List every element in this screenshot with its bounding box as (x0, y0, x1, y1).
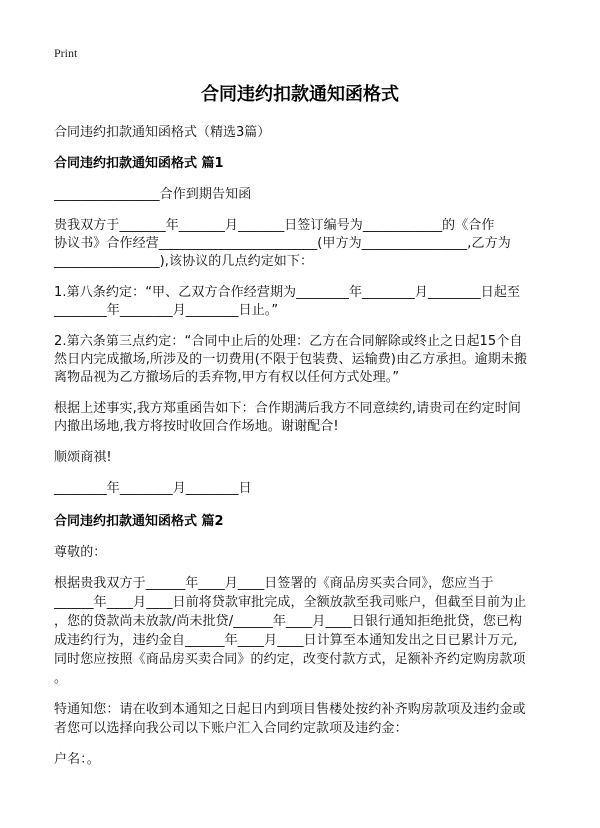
closing-line: 顺颂商祺! (54, 450, 112, 465)
paragraph-line: ________年________月________日止。” (54, 303, 279, 318)
paragraph-line: 1.第八条约定：“甲、乙双方合作经营期为________年________月________日起至 (54, 285, 521, 300)
salutation-line: 尊敬的： (54, 545, 107, 560)
document-title: 合同违约扣款通知函格式 (201, 84, 399, 105)
account-name-line: 户名：。 (54, 752, 100, 767)
paragraph-line: 同时您应按照《商品房买卖合同》的约定，改变付款方式，足额补齐约定购房款项 (54, 652, 526, 667)
paragraph-line: 根据贵我双方于______年____月____日签署的《商品房买卖合同》，您应当于 (54, 576, 494, 591)
paragraph-line: 贵我双方于_______年_______月_______日签订编号为____________的《合作 (54, 218, 495, 233)
document-subtitle: 合同违约扣款通知函格式（精选3篇） (54, 125, 271, 140)
paragraph-line: 。 (54, 671, 68, 686)
paragraph-line: 成违约行为，违约金自______年____月____日计算至本通知发出之日已累计万元, (54, 633, 518, 648)
section-heading-1: 合同违约扣款通知函格式 篇1 (54, 156, 224, 171)
print-label: Print (54, 46, 78, 60)
paragraph-line: ________________合作到期告知函 (54, 187, 252, 202)
paragraph-line: ，您的贷款尚未放款/尚未批贷/______年____月____日银行通知拒绝批贷，您已构 (54, 614, 523, 629)
section-heading-2: 合同违约扣款通知函格式 篇2 (54, 514, 224, 529)
paragraph-line: 内撤出场地,我方将按时收回合作场地。谢谢配合! (54, 419, 339, 434)
paragraph-line: 特通知您：请在收到本通知之日起日内到项目售楼处按约补齐购房款项及违约金或 (54, 702, 526, 717)
date-line: ________年________月________日 (54, 481, 252, 496)
paragraph-line: 离物品视为乙方撤场后的丢弃物,甲方有权以任何方式处理。” (54, 370, 400, 385)
paragraph-line: 根据上述事实,我方郑重函告如下：合作期满后我方不同意续约,请贵司在约定时间 (54, 401, 521, 416)
paragraph-line: ______年____月____日前将贷款审批完成，全额放款至我司账户，但截至目前为止 (54, 595, 527, 610)
paragraph-line: 然日内完成撤场,所涉及的一切费用(不限于包装费、运输费)由乙方承担。逾期未搬 (54, 352, 528, 367)
paragraph-line: 2.第六条第三点约定：“合同中止后的处理：乙方在合同解除或终止之日起15个自 (54, 334, 523, 349)
paragraph-line: 者您可以选择向我公司以下账户汇入合同约定款项及违约金： (54, 721, 408, 736)
paragraph-line: 协议书》合作经营________________________(甲方为________________,乙方为 (54, 236, 511, 251)
paragraph-line: ________________),该协议的几点约定如下： (54, 254, 314, 269)
